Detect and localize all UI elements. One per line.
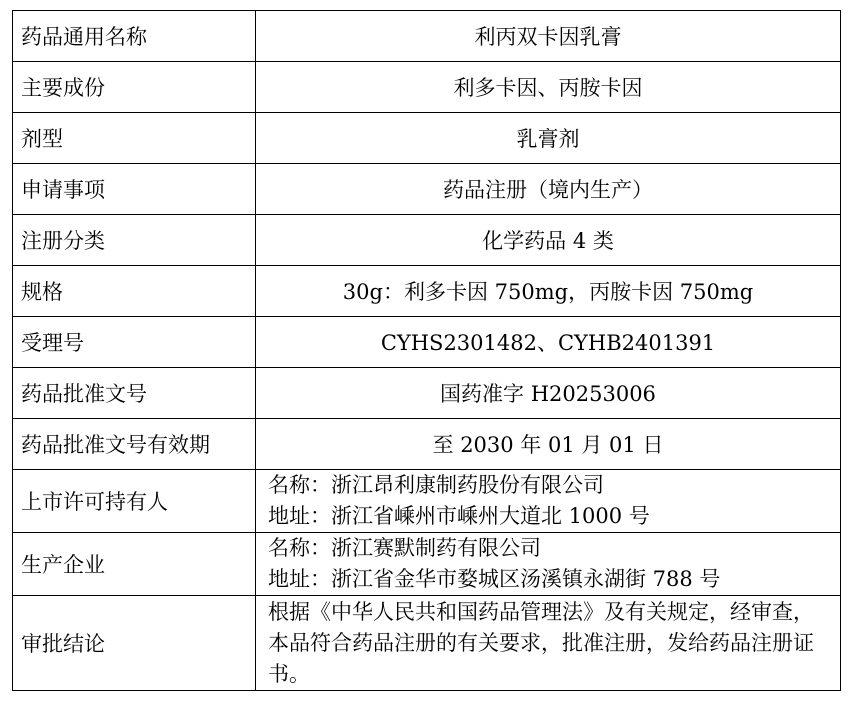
row-label: 主要成份 (13, 62, 256, 113)
drug-approval-table (12, 10, 841, 691)
holder-address: 地址：浙江省嵊州市嵊州大道北 1000 号 (268, 504, 650, 528)
row-label: 申请事项 (13, 164, 256, 215)
row-label: 药品批准文号 (13, 368, 256, 419)
table-row-approval-number (13, 368, 841, 419)
row-value: 化学药品 4 类 (256, 215, 841, 266)
conclusion-info (256, 596, 841, 691)
row-label: 药品通用名称 (13, 11, 256, 62)
row-value: 乳膏剂 (256, 113, 841, 164)
row-label: 注册分类 (13, 215, 256, 266)
row-label: 剂型 (13, 113, 256, 164)
table-row-validity-period (13, 419, 841, 470)
table-row-conclusion (13, 596, 841, 691)
row-value: 国药准字 H20253006 (256, 368, 841, 419)
row-label: 上市许可持有人 (13, 470, 256, 533)
row-label: 药品批准文号有效期 (13, 419, 256, 470)
table-row-registration-class (13, 215, 841, 266)
table-row-generic-name (13, 11, 841, 62)
row-value: CYHS2301482、CYHB2401391 (256, 317, 841, 368)
manufacturer-info (256, 533, 841, 596)
table-row-dosage-form (13, 113, 841, 164)
table-row-marketing-holder (13, 470, 841, 533)
row-label: 生产企业 (13, 533, 256, 596)
conclusion-text: 根据《中华人民共和国药品管理法》及有关规定，经审查，本品符合药品注册的有关要求，批准注册，发给药品注册证书。 (268, 599, 814, 686)
table-row-specification (13, 266, 841, 317)
row-label: 受理号 (13, 317, 256, 368)
row-value: 利丙双卡因乳膏 (256, 11, 841, 62)
holder-name: 名称：浙江昂利康制药股份有限公司 (268, 473, 604, 497)
row-value: 药品注册（境内生产） (256, 164, 841, 215)
manufacturer-name: 名称：浙江赛默制药有限公司 (268, 536, 541, 560)
holder-info (256, 470, 841, 533)
row-label: 规格 (13, 266, 256, 317)
row-value: 30g：利多卡因 750mg，丙胺卡因 750mg (256, 266, 841, 317)
row-value: 利多卡因、丙胺卡因 (256, 62, 841, 113)
row-label: 审批结论 (13, 596, 256, 691)
row-value: 至 2030 年 01 月 01 日 (256, 419, 841, 470)
table-row-manufacturer (13, 533, 841, 596)
manufacturer-address: 地址：浙江省金华市婺城区汤溪镇永湖街 788 号 (268, 567, 721, 591)
table-row-main-ingredients (13, 62, 841, 113)
table-row-acceptance-number (13, 317, 841, 368)
table-row-application-item (13, 164, 841, 215)
